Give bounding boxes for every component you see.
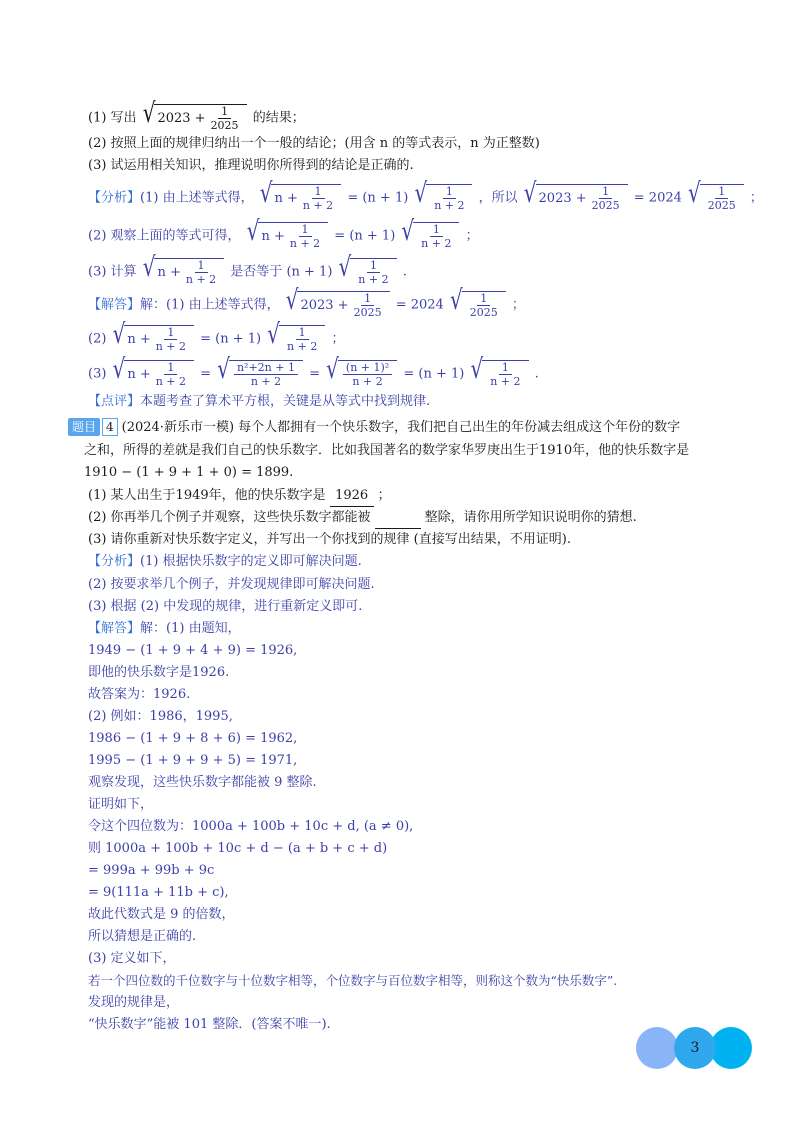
fraction (153, 326, 189, 353)
fraction (183, 259, 219, 286)
frac-den: 2025 (707, 199, 736, 212)
q4-solution-line: 所以猜想是正确的. (88, 929, 197, 944)
q4-part1 (88, 486, 391, 507)
q4-solution-line: 令这个四位数为：1000a + 100b + 10c + d, (a ≠ 0), (88, 819, 414, 834)
frac-num: 1 (443, 185, 456, 199)
expr-text: 2023 + (300, 297, 349, 313)
q3-analysis-1 (88, 176, 763, 212)
q4-solution-line: 即他的快乐数字是1926. (88, 665, 230, 680)
q4-solution-line: 发现的规律是， (88, 995, 180, 1010)
frac-num: 1 (164, 361, 177, 375)
q4-part2-tail: 整除，请你用所学知识说明你的猜想. (424, 510, 637, 525)
q4-part3: (3) 请你重新对快乐数字定义，并写出一个你找到的规律 (直接写出结果，不用证明). (88, 532, 571, 547)
frac-num: 1 (367, 259, 380, 273)
q4-intro-text: (2024·新乐市一模) 每个人都拥有一个快乐数字，我们把自己出生的年份减去组成这个年份的数字 (121, 420, 681, 435)
q4-part2 (88, 508, 637, 529)
frac-num: 1 (361, 292, 374, 306)
punct: ； (377, 488, 391, 503)
analysis-text: (2) 观察上面的等式可得， (88, 228, 241, 244)
analysis-label: 【分析】 (88, 554, 141, 569)
q4-solution-line: 则 1000a + 100b + 10c + d − (a + b + c + d) (88, 841, 388, 856)
question-tag: 题目 (68, 418, 100, 436)
expr-text: = (n + 1) (347, 190, 409, 206)
q4-solution-line: 证明如下， (88, 797, 154, 812)
analysis-text: (1) 由上述等式得， (140, 190, 254, 206)
frac-den: n + 2 (352, 375, 383, 388)
frac-den: n + 2 (358, 273, 389, 286)
frac-num: n²+2n + 1 (234, 361, 298, 375)
frac-num: 1 (499, 361, 512, 375)
punct: ； (511, 297, 525, 313)
comment-text: 本题考查了算术平方根，关键是从等式中找到规律. (140, 394, 431, 409)
q3-analysis-3 (88, 250, 407, 286)
punct: ； (749, 190, 763, 206)
frac-den: 2025 (353, 306, 382, 319)
fraction (589, 185, 623, 212)
answer-blank: 1926 (330, 486, 374, 507)
frac-den: n + 2 (434, 199, 465, 212)
expr-text: n + (261, 228, 285, 244)
empty-blank (375, 508, 421, 529)
analysis-text: ，所以 (478, 190, 518, 206)
fraction (351, 292, 385, 319)
question-number: 4 (102, 418, 118, 436)
solution-text: 解：(1) 由上述等式得， (140, 297, 280, 313)
q3-part3: (3) 试运用相关知识，推理说明你所得到的结论是正确的. (88, 158, 414, 173)
frac-den: n + 2 (490, 375, 521, 388)
sqrt-expression: √ $\frac{1}{n + 2}$ (339, 258, 397, 286)
frac-num: 1 (477, 292, 490, 306)
solution-label: 【解答】 (88, 621, 141, 636)
fraction (234, 361, 298, 388)
frac-den: n + 2 (302, 199, 334, 212)
expr-text: n + (274, 190, 298, 206)
fraction (153, 361, 189, 388)
fraction (431, 185, 467, 212)
analysis-text: (1) 根据快乐数字的定义即可解决问题. (140, 554, 362, 569)
q4-solution-line: 故此代数式是 9 的倍数， (88, 907, 235, 922)
fraction (467, 292, 501, 319)
sqrt-expression: √ $\frac{1}{n + 2}$ (401, 222, 459, 250)
expr-text: 2023 + (538, 190, 587, 206)
frac-num: 1 (312, 185, 325, 199)
sqrt-expression: √ n + $\frac{1}{n + 2}$ (247, 222, 328, 250)
footer-circle-left (636, 1027, 678, 1069)
fraction (284, 326, 320, 353)
frac-num: 1 (599, 185, 612, 199)
sqrt-expression: √ 2023 + $\frac{1}{2025}$ (286, 291, 390, 319)
sqrt-expression: √ 2023 + $\frac{1}{2025}$ (143, 104, 247, 132)
frac-num: 1 (715, 185, 728, 199)
q4-part1-text: (1) 某人出生于1949年，他的快乐数字是 (88, 488, 326, 503)
sqrt-expression: √ 2023 + $\frac{1}{2025}$ (524, 184, 628, 212)
expr-text: (n + 1) (286, 264, 333, 280)
sqrt-expression: √ $\frac{1}{n + 2}$ (414, 184, 472, 212)
q4-analysis-3: (3) 根据 (2) 中发现的规律，进行重新定义即可. (88, 599, 363, 614)
frac-num: (n + 1)² (343, 361, 392, 375)
q4-solution-line: 1949 − (1 + 9 + 4 + 9) = 1926, (88, 643, 298, 658)
comment-label: 【点评】 (88, 394, 141, 409)
frac-den: n + 2 (287, 340, 318, 353)
sqrt-expression: √ $\frac{1}{2025}$ (688, 184, 744, 212)
fraction (300, 185, 336, 212)
q4-solution-line: 1986 − (1 + 9 + 8 + 6) = 1962, (88, 731, 298, 746)
frac-num: 1 (299, 223, 312, 237)
expr-text: n + (127, 366, 151, 382)
frac-den: 2025 (210, 119, 239, 132)
analysis-text: (3) 计算 (88, 264, 137, 280)
expr-text: n + (157, 264, 181, 280)
fraction (287, 223, 323, 250)
frac-num: 1 (195, 259, 208, 273)
solution-text: 解：(1) 由题知， (140, 621, 241, 636)
frac-num: 1 (218, 105, 231, 119)
q4-solution-line: = 999a + 99b + 9c (88, 863, 215, 878)
sqrt-expression: √ $\frac{\text{n²+2n + 1}}{n + 2}$ (217, 360, 303, 388)
q3-part1-tail: 的结果； (252, 110, 305, 126)
sqrt-expression: √ $\frac{1}{2025}$ (450, 291, 506, 319)
punct: . (534, 366, 539, 382)
solution-text: (2) (88, 331, 107, 347)
sqrt-expression: √ n + $\frac{1}{n + 2}$ (113, 360, 194, 388)
frac-num: 1 (296, 326, 309, 340)
q4-solution-line: = 9(111a + 11b + c), (88, 885, 229, 900)
frac-den: 2025 (469, 306, 498, 319)
fraction (208, 105, 242, 132)
frac-den: n + 2 (155, 375, 187, 388)
q4-intro-1 (68, 418, 680, 438)
frac-num: 1 (164, 326, 177, 340)
sqrt-expression: √ $\frac{1}{n + 2}$ (267, 325, 325, 353)
solution-label: 【解答】 (88, 297, 141, 313)
q4-solution-line: 观察发现，这些快乐数字都能被 9 整除. (88, 775, 317, 790)
q3-solution-2 (88, 317, 345, 353)
expr-text: = (309, 366, 321, 382)
q4-solution-line: 故答案为：1926. (88, 687, 191, 702)
solution-text: (3) (88, 366, 107, 382)
expr-text: 2023 + (157, 110, 206, 126)
q4-part2-text: (2) 你再举几个例子并观察，这些快乐数字都能被 (88, 510, 371, 525)
expr-text: = (n + 1) (403, 366, 465, 382)
expr-text: = (200, 366, 212, 382)
expr-text: n + (127, 331, 151, 347)
q4-solution-line: (3) 定义如下， (88, 951, 176, 966)
q3-part2: (2) 按照上面的规律归纳出一个一般的结论；(用含 n 的等式表示，n 为正整数) (88, 136, 540, 151)
expr-text: = (n + 1) (334, 228, 396, 244)
punct: ； (465, 228, 479, 244)
q4-solution-line: 若一个四位数的千位数字与十位数字相等，个位数字与百位数字相等，则称这个数为“快乐数字”. (88, 973, 618, 988)
q3-solution-1 (88, 283, 525, 319)
frac-den: n + 2 (185, 273, 217, 286)
frac-num: 1 (430, 223, 443, 237)
q4-solution-line: “快乐数字”能被 101 整除．(答案不唯一). (88, 1017, 331, 1032)
q4-solution-0 (88, 619, 241, 639)
q3-analysis-2 (88, 214, 479, 250)
frac-den: n + 2 (289, 237, 321, 250)
q4-solution-line: 1995 − (1 + 9 + 9 + 5) = 1971, (88, 753, 298, 768)
expr-text: = 2024 (633, 190, 682, 206)
analysis-text: 是否等于 (230, 264, 283, 280)
q3-part1-label: (1) 写出 (88, 110, 137, 126)
q4-analysis-1 (88, 552, 362, 572)
frac-den: n + 2 (155, 340, 187, 353)
q4-intro-3: 1910 − (1 + 9 + 1 + 0) = 1899. (84, 465, 294, 480)
fraction (705, 185, 739, 212)
frac-den: n + 2 (421, 237, 452, 250)
q3-comment (88, 392, 430, 412)
q4-intro-2: 之和，所得的差就是我们自己的快乐数字．比如我国著名的数学家华罗庚出生于1910年，他的快乐数字是 (84, 443, 690, 458)
sqrt-expression: √ $\frac{1}{n + 2}$ (470, 360, 528, 388)
sqrt-expression: √ n + $\frac{1}{n + 2}$ (143, 258, 224, 286)
fraction (343, 361, 392, 388)
frac-den: n + 2 (250, 375, 282, 388)
q3-solution-3 (88, 352, 539, 388)
frac-den: 2025 (591, 199, 620, 212)
expr-text: = (n + 1) (200, 331, 262, 347)
sqrt-expression: √ $\frac{\text{(n + 1)²}}{n + 2}$ (326, 360, 397, 388)
q4-analysis-2: (2) 按要求举几个例子，并发现规律即可解决问题. (88, 577, 375, 592)
fraction (418, 223, 454, 250)
fraction (487, 361, 523, 388)
punct: ； (331, 331, 345, 347)
q3-part1 (88, 96, 305, 132)
fraction (355, 259, 391, 286)
q4-solution-line: (2) 例如：1986，1995, (88, 709, 233, 724)
page-number: 3 (690, 1040, 700, 1056)
analysis-label: 【分析】 (88, 190, 141, 206)
punct: . (402, 264, 407, 280)
sqrt-expression: √ n + $\frac{1}{n + 2}$ (113, 325, 194, 353)
sqrt-expression: √ n + $\frac{1}{n + 2}$ (260, 184, 341, 212)
footer-circle-right (710, 1027, 752, 1069)
expr-text: = 2024 (395, 297, 444, 313)
